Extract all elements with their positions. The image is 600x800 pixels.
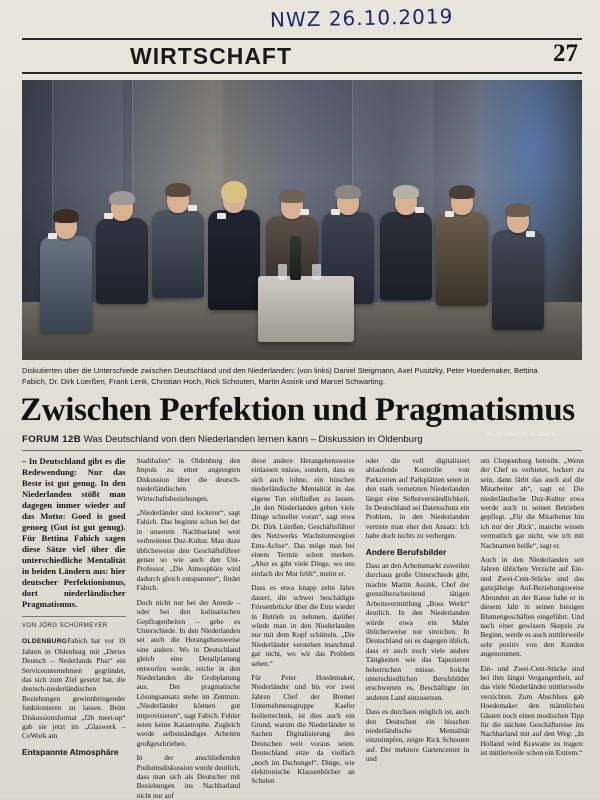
glass xyxy=(312,264,321,280)
person-in-photo xyxy=(492,207,544,330)
person-head xyxy=(395,189,417,215)
article-column-5 xyxy=(480,456,584,791)
page-title: Zwischen Perfektion und Pragmatismus xyxy=(20,392,575,428)
article-paragraph: „Niederländer sind lockerer“, sagt Fabich. Das beginne schon bei der in unserem Nachbarland weit verbreiteten Duz-Kultur. Man duze üblicheweise den Geschäftsführer genau so wie auch den Uni-Professor. „Die Atmosphäre wird dadurch gleich entspannter“, findet Fabich. xyxy=(136,508,241,593)
person-hair xyxy=(279,189,305,203)
person-hair xyxy=(221,181,247,203)
name-badge xyxy=(331,209,340,215)
person-body xyxy=(152,210,204,298)
person-in-photo xyxy=(380,189,432,300)
person-body xyxy=(436,212,488,306)
person-hair xyxy=(165,183,191,197)
article-paragraph: Doch nicht nur bei der Anrede – oder bei den kulinarischen Gepflogenheiten – gebe es Unterschiede. In den Niederlanden sei auch die Herangehensweise eine andere. Wo in Deutschland gleich eine Detailplanung entworfen werde, reiche in den Niederlanden die Grobplanung aus. Der pragmatische Lösungsansatz stehe im Zentrum. „Niederländer können gut improvisieren“, sagt Fabich. Fehler seien keine Katastrophe. Zugleich werde selbstständiges Arbeiten großgeschrieben. xyxy=(136,597,241,748)
article-paragraph-text: Fabich hat vor 19 Jahren in Oldenburg mit „Deries Deutsch – Nederlands Plus“ ein Serviceunternehmen gegründet, das sich zum Ziel gesetzt hat, die deutsch-niederländischen Beziehungen gewinnbringender funktionieren zu lassen. Beim Diskussionsformat „f2b meet-up“ gab sie jetzt im „Glaswerk – CoWork am xyxy=(22,636,126,741)
article-subline xyxy=(22,434,588,445)
article-paragraph: diese andere Herangehensweise einlassen müsse, sondern, dass es sich auch lohne, ein bisschen niederländische Mentalität in das eigene Tun einfließen zu lassen. „In den Niederlanden gehen viele Dinge schneller voran“, sagt etwa Dr. Dirk Lüerßen, Geschäftsführer des Netzwerks Wachstumsregion Ems-Achse“. Das möge man bei einem Termin schon merken. „Aber es gibt viele Dinge, wo uns einfach der Mut fehlt“, meint er. xyxy=(251,456,355,578)
article-subhead: Entspannte Atmosphäre xyxy=(22,746,119,757)
person-in-photo xyxy=(40,213,92,332)
article-paragraph: um Cloppenburg betreibt. „Wenn der Chef es verbietet, lockert zu sein, dann färbt das auch auf die Mitarbeiter ab“, sagt er. Die niederländische Duz-Kultur etwa werde auch in seinen Betrieben gepflegt. „Für die Mitarbeiter bin ich nur der ,Rick‘, manche wissen vermutlich gar nicht, wie ich mit Nachnamen heiße“, sagt er. xyxy=(480,456,584,550)
table xyxy=(258,276,354,342)
subline-rule xyxy=(22,450,582,451)
article-column-2 xyxy=(136,456,241,800)
person-head xyxy=(167,187,189,213)
article-column-4 xyxy=(366,456,470,791)
article-subline-text: Was Deutschland von den Niederlanden lernen kann – Diskussion in Oldenburg xyxy=(83,434,423,445)
article-paragraph: Dass es durchaus möglich ist, auch den Deutschen ein bisschen niederländische Mentalität einzuimpfen, zeigte Rick Schouten auf. Der mehrere Gartencenter in und xyxy=(365,707,470,764)
person-head xyxy=(55,213,77,239)
name-badge xyxy=(104,213,113,219)
person-head xyxy=(281,193,303,219)
person-in-photo xyxy=(208,187,260,310)
person-head xyxy=(111,195,133,221)
person-body xyxy=(96,218,148,304)
person-hair xyxy=(393,185,419,199)
masthead xyxy=(0,38,600,74)
handwritten-date-note: NWZ 26.10.2019 xyxy=(269,4,454,32)
person-in-photo xyxy=(96,195,148,304)
photo-background xyxy=(22,80,582,360)
name-badge xyxy=(48,233,57,239)
section-title: WIRTSCHAFT xyxy=(130,43,293,69)
person-hair xyxy=(109,191,135,205)
person-body xyxy=(40,236,92,332)
article-paragraph xyxy=(22,636,126,740)
person-in-photo xyxy=(436,189,488,306)
article-paragraph: Stadthafen“ in Oldenburg den Impuls zu einer angeregten Diskussion über die deutsch-niederländischen Wirtschaftsbeziehungen. xyxy=(136,456,241,503)
name-badge xyxy=(526,231,535,237)
article-paragraph: Für Peter Hoedemaker, Niederländer und bis vor zwei Jahren Chef der Bremer Unternehmensgruppe Kaefer Isoliertechnik, ist dies auch ein Grund, warum die Niederländer in Sachen Digitalisierung den Deutschen weit voraus seien. Deutschland sitze da vielfach „noch im Dschungel“. Dinge, wie elektronische Klassenbücher an Schulen xyxy=(251,672,355,786)
person-head xyxy=(507,207,529,233)
bottle xyxy=(290,236,301,280)
masthead-rule-bottom xyxy=(22,72,582,74)
article-paragraph: Ein- und Zwei-Cent-Stücke sind bei ihm längst Vergangenheit, auf das viele Niederländer mittlerweile verzichten. Zum Abschluss gab Hoedemaker den männlichen Gästen noch einen modischen Tipp für die nächste Geschäftsreise ins Nachbarland mit auf den Weg: „In Holland wird Krawatte zu tragen: ist mittlerweile schon ein Extrem.“ xyxy=(480,663,584,758)
article-column-3 xyxy=(251,456,355,791)
name-badge xyxy=(300,209,309,215)
name-badge xyxy=(188,205,197,211)
person-hair xyxy=(505,203,531,217)
photo-credit: BILD: MARTIN REMMERS xyxy=(486,432,560,438)
person-head xyxy=(337,189,359,215)
person-body xyxy=(208,210,260,310)
masthead-rule-top xyxy=(22,38,582,40)
article-lead: – In Deutschland gibt es die Redewendung: Nur das Beste ist gut genug. In den Niederlanden stößt man dagegen immer wieder auf das Motto: Goed is goed genoeg (Gut ist gut genug). Für Bettina Fabich sagen diese Sätze viel über die unterschiedliche Mentalität in beiden Ländern aus: hier deutscher Perfektionismus, dort niederländischer Pragmatismus. xyxy=(22,456,126,609)
article-columns xyxy=(22,456,584,800)
person-hair xyxy=(53,209,79,223)
person-body xyxy=(492,230,544,330)
article-subhead: Andere Berufsbilder xyxy=(365,546,447,557)
name-badge xyxy=(217,213,226,219)
photo-caption: Diskutierten über die Unterschiede zwischen Deutschland und den Niederlanden: (von links) Daniel Steigmann, Axel Pusitzky, Peter Hoedemaker, Bettina Fabich, Dr. Dirk Lüerßen, Frank Lenk, Christian Hoch, Rick Schouten, Martin Assink und Marcel Schwarting. xyxy=(22,366,538,386)
person-hair xyxy=(335,185,361,199)
article-paragraph: Dass an den Arbeitsmarkt zuweilen durchaus große Unterschiede gibt, machte Martin Assink, Chef der grenzüberschreitend tätigen Arbeitsvermittlung „Boss Werkt“ deutlich. In den Niederlanden würde etwa ein Maler üblicherweise nur streichen. In Deutschland sei es dagegen üblich, dass er auch noch viele andere Tätigkeiten wie das Tapezieren beherrschen müsse. Solche unterschiedlichen Berufsbilder erschwerten es, Beschäftigte im anderen Land einzusetzen. xyxy=(365,561,470,702)
person-in-photo xyxy=(152,187,204,298)
page-number: 27 xyxy=(553,40,578,67)
person-body xyxy=(380,212,432,300)
glass xyxy=(278,264,287,280)
article-byline: VON JÖRG SCHÜRMEYER xyxy=(22,616,126,630)
person-head xyxy=(223,187,245,213)
person-head xyxy=(451,189,473,215)
name-badge xyxy=(445,211,454,217)
article-paragraph: Dass es etwa knapp zehn Jahre dauert, die schwer beschädigte Friesenbrücke über die Ems wieder in Betrieb zu nehmen, darüber würde man in den Niederlanden nur mit dem Kopf schütteln. „Die Niederländer verstehen manchmal gar nicht, wo wir das Problem sehen.“ xyxy=(251,583,355,668)
person-hair xyxy=(449,185,475,199)
article-paragraph: Auch in den Niederlanden seit Jahren üblichen Verzicht auf Ein- und Zwei-Cent-Stücke und das ganzjährige Auf-Beziehungsweise Abrunden an der Kasse habe er in diesem Jahr in seinen hiesigen Blumengeschäften eingeführt. Und nach einer gewissen Skepsis zu Beginn, werde es auch mittlerweile sehr positiv von den Kunden angenommen. xyxy=(480,555,584,659)
article-placeline: OLDENBURG xyxy=(22,638,68,646)
name-badge xyxy=(415,207,424,213)
article-paragraph: In der anschließenden Podiumsdiskussion wurde deutlich, dass man sich als Deutscher mit Beziehungen ins Nachbarland nicht nur auf xyxy=(136,753,241,800)
article-kicker: FORUM 12B xyxy=(22,434,82,445)
article-column-1 xyxy=(22,456,126,791)
article-paragraph: oder die voll digitalisiert ablaufende Kontrolle von Parkzeiten auf Parkplätzen seien in den stark vernetzten Niederlanden längst eine Selbstverständlichkeit. In Deutschland sei Datenschutz ein Problem, in den Niederlanden vertrete man eher den Ansatz: Ich habe doch nichts zu verbergen. xyxy=(365,456,470,541)
